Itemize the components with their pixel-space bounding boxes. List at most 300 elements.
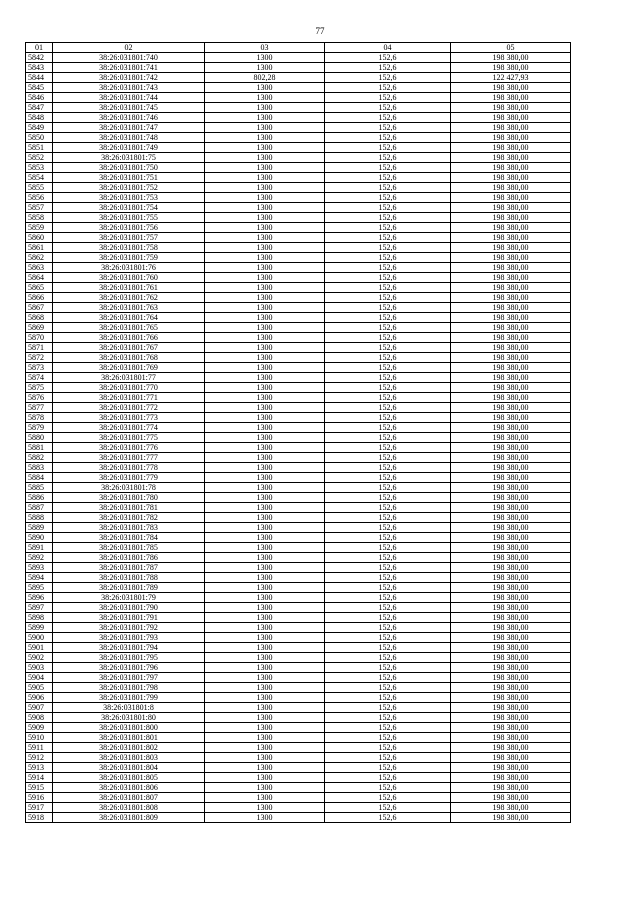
row-number-cell: 5886 <box>26 493 53 503</box>
amount-cell: 198 380,00 <box>451 503 571 513</box>
rate-cell: 152,6 <box>325 733 451 743</box>
area-cell: 1300 <box>205 93 325 103</box>
table-row <box>26 753 571 763</box>
area-cell: 1300 <box>205 333 325 343</box>
cadastral-number-cell: 38:26:031801:783 <box>53 523 205 533</box>
cadastral-number-cell: 38:26:031801:805 <box>53 773 205 783</box>
rate-cell: 152,6 <box>325 313 451 323</box>
rate-cell: 152,6 <box>325 353 451 363</box>
table-row <box>26 153 571 163</box>
area-cell: 1300 <box>205 233 325 243</box>
area-cell: 1300 <box>205 803 325 813</box>
cadastral-number-cell: 38:26:031801:80 <box>53 713 205 723</box>
rate-cell: 152,6 <box>325 683 451 693</box>
rate-cell: 152,6 <box>325 783 451 793</box>
row-number-cell: 5916 <box>26 793 53 803</box>
rate-cell: 152,6 <box>325 253 451 263</box>
amount-cell: 198 380,00 <box>451 653 571 663</box>
amount-cell: 198 380,00 <box>451 513 571 523</box>
rate-cell: 152,6 <box>325 193 451 203</box>
row-number-cell: 5888 <box>26 513 53 523</box>
row-number-cell: 5852 <box>26 153 53 163</box>
row-number-cell: 5892 <box>26 553 53 563</box>
amount-cell: 198 380,00 <box>451 193 571 203</box>
area-cell: 1300 <box>205 383 325 393</box>
rate-cell: 152,6 <box>325 553 451 563</box>
row-number-cell: 5854 <box>26 173 53 183</box>
cadastral-number-cell: 38:26:031801:772 <box>53 403 205 413</box>
area-cell: 1300 <box>205 203 325 213</box>
area-cell: 1300 <box>205 533 325 543</box>
area-cell: 1300 <box>205 323 325 333</box>
cadastral-number-cell: 38:26:031801:782 <box>53 513 205 523</box>
table-row <box>26 533 571 543</box>
table-row <box>26 573 571 583</box>
area-cell: 1300 <box>205 653 325 663</box>
row-number-cell: 5885 <box>26 483 53 493</box>
table-row <box>26 543 571 553</box>
rate-cell: 152,6 <box>325 723 451 733</box>
row-number-cell: 5893 <box>26 563 53 573</box>
column-header-05: 05 <box>451 43 571 53</box>
amount-cell: 198 380,00 <box>451 143 571 153</box>
cadastral-number-cell: 38:26:031801:765 <box>53 323 205 333</box>
row-number-cell: 5872 <box>26 353 53 363</box>
row-number-cell: 5866 <box>26 293 53 303</box>
rate-cell: 152,6 <box>325 163 451 173</box>
rate-cell: 152,6 <box>325 543 451 553</box>
table-row <box>26 113 571 123</box>
cadastral-number-cell: 38:26:031801:799 <box>53 693 205 703</box>
area-cell: 1300 <box>205 443 325 453</box>
area-cell: 1300 <box>205 253 325 263</box>
area-cell: 1300 <box>205 763 325 773</box>
table-row <box>26 523 571 533</box>
rate-cell: 152,6 <box>325 263 451 273</box>
cadastral-number-cell: 38:26:031801:766 <box>53 333 205 343</box>
row-number-cell: 5917 <box>26 803 53 813</box>
row-number-cell: 5853 <box>26 163 53 173</box>
area-cell: 802,28 <box>205 73 325 83</box>
rate-cell: 152,6 <box>325 763 451 773</box>
table-row <box>26 603 571 613</box>
row-number-cell: 5911 <box>26 743 53 753</box>
area-cell: 1300 <box>205 263 325 273</box>
area-cell: 1300 <box>205 243 325 253</box>
rate-cell: 152,6 <box>325 423 451 433</box>
cadastral-number-cell: 38:26:031801:792 <box>53 623 205 633</box>
table-row <box>26 493 571 503</box>
table-row <box>26 463 571 473</box>
area-cell: 1300 <box>205 693 325 703</box>
row-number-cell: 5848 <box>26 113 53 123</box>
rate-cell: 152,6 <box>325 63 451 73</box>
area-cell: 1300 <box>205 433 325 443</box>
page-number: 77 <box>315 26 325 36</box>
area-cell: 1300 <box>205 633 325 643</box>
table-row <box>26 783 571 793</box>
cadastral-number-cell: 38:26:031801:748 <box>53 133 205 143</box>
table-row <box>26 633 571 643</box>
table-row <box>26 143 571 153</box>
area-cell: 1300 <box>205 363 325 373</box>
area-cell: 1300 <box>205 103 325 113</box>
row-number-cell: 5906 <box>26 693 53 703</box>
area-cell: 1300 <box>205 493 325 503</box>
row-number-cell: 5904 <box>26 673 53 683</box>
amount-cell: 198 380,00 <box>451 473 571 483</box>
table-row <box>26 393 571 403</box>
row-number-cell: 5876 <box>26 393 53 403</box>
rate-cell: 152,6 <box>325 333 451 343</box>
rate-cell: 152,6 <box>325 443 451 453</box>
area-cell: 1300 <box>205 673 325 683</box>
area-cell: 1300 <box>205 423 325 433</box>
rate-cell: 152,6 <box>325 73 451 83</box>
table-row <box>26 243 571 253</box>
amount-cell: 198 380,00 <box>451 583 571 593</box>
cadastral-number-cell: 38:26:031801:769 <box>53 363 205 373</box>
row-number-cell: 5899 <box>26 623 53 633</box>
row-number-cell: 5870 <box>26 333 53 343</box>
table-row <box>26 593 571 603</box>
area-cell: 1300 <box>205 643 325 653</box>
cadastral-number-cell: 38:26:031801:804 <box>53 763 205 773</box>
cadastral-number-cell: 38:26:031801:808 <box>53 803 205 813</box>
area-cell: 1300 <box>205 603 325 613</box>
table-row <box>26 83 571 93</box>
data-table <box>25 42 571 823</box>
cadastral-number-cell: 38:26:031801:751 <box>53 173 205 183</box>
row-number-cell: 5894 <box>26 573 53 583</box>
row-number-cell: 5877 <box>26 403 53 413</box>
table-row <box>26 703 571 713</box>
rate-cell: 152,6 <box>325 183 451 193</box>
table-row <box>26 203 571 213</box>
cadastral-number-cell: 38:26:031801:779 <box>53 473 205 483</box>
row-number-cell: 5846 <box>26 93 53 103</box>
table-row <box>26 773 571 783</box>
table-row <box>26 583 571 593</box>
table-row <box>26 133 571 143</box>
cadastral-number-cell: 38:26:031801:753 <box>53 193 205 203</box>
row-number-cell: 5901 <box>26 643 53 653</box>
rate-cell: 152,6 <box>325 273 451 283</box>
area-cell: 1300 <box>205 523 325 533</box>
row-number-cell: 5913 <box>26 763 53 773</box>
row-number-cell: 5856 <box>26 193 53 203</box>
rate-cell: 152,6 <box>325 613 451 623</box>
cadastral-number-cell: 38:26:031801:784 <box>53 533 205 543</box>
area-cell: 1300 <box>205 753 325 763</box>
row-number-cell: 5908 <box>26 713 53 723</box>
cadastral-number-cell: 38:26:031801:806 <box>53 783 205 793</box>
cadastral-number-cell: 38:26:031801:770 <box>53 383 205 393</box>
table-row <box>26 443 571 453</box>
rate-cell: 152,6 <box>325 243 451 253</box>
amount-cell: 198 380,00 <box>451 773 571 783</box>
cadastral-number-cell: 38:26:031801:785 <box>53 543 205 553</box>
cadastral-number-cell: 38:26:031801:761 <box>53 283 205 293</box>
area-cell: 1300 <box>205 133 325 143</box>
area-cell: 1300 <box>205 733 325 743</box>
row-number-cell: 5914 <box>26 773 53 783</box>
cadastral-number-cell: 38:26:031801:790 <box>53 603 205 613</box>
amount-cell: 198 380,00 <box>451 63 571 73</box>
amount-cell: 122 427,93 <box>451 73 571 83</box>
amount-cell: 198 380,00 <box>451 83 571 93</box>
rate-cell: 152,6 <box>325 233 451 243</box>
rate-cell: 152,6 <box>325 463 451 473</box>
amount-cell: 198 380,00 <box>451 283 571 293</box>
table-row <box>26 733 571 743</box>
amount-cell: 198 380,00 <box>451 433 571 443</box>
area-cell: 1300 <box>205 683 325 693</box>
area-cell: 1300 <box>205 353 325 363</box>
table-row <box>26 303 571 313</box>
amount-cell: 198 380,00 <box>451 213 571 223</box>
amount-cell: 198 380,00 <box>451 543 571 553</box>
table-row <box>26 403 571 413</box>
row-number-cell: 5859 <box>26 223 53 233</box>
area-cell: 1300 <box>205 283 325 293</box>
area-cell: 1300 <box>205 123 325 133</box>
amount-cell: 198 380,00 <box>451 293 571 303</box>
amount-cell: 198 380,00 <box>451 463 571 473</box>
row-number-cell: 5855 <box>26 183 53 193</box>
rate-cell: 152,6 <box>325 643 451 653</box>
table-row <box>26 373 571 383</box>
area-cell: 1300 <box>205 513 325 523</box>
cadastral-number-cell: 38:26:031801:807 <box>53 793 205 803</box>
amount-cell: 198 380,00 <box>451 443 571 453</box>
table-row <box>26 363 571 373</box>
cadastral-number-cell: 38:26:031801:794 <box>53 643 205 653</box>
area-cell: 1300 <box>205 193 325 203</box>
area-cell: 1300 <box>205 463 325 473</box>
cadastral-number-cell: 38:26:031801:775 <box>53 433 205 443</box>
amount-cell: 198 380,00 <box>451 603 571 613</box>
rate-cell: 152,6 <box>325 753 451 763</box>
rate-cell: 152,6 <box>325 673 451 683</box>
cadastral-number-cell: 38:26:031801:796 <box>53 663 205 673</box>
column-header-02: 02 <box>53 43 205 53</box>
table-row <box>26 213 571 223</box>
amount-cell: 198 380,00 <box>451 403 571 413</box>
amount-cell: 198 380,00 <box>451 793 571 803</box>
amount-cell: 198 380,00 <box>451 53 571 63</box>
row-number-cell: 5847 <box>26 103 53 113</box>
rate-cell: 152,6 <box>325 93 451 103</box>
amount-cell: 198 380,00 <box>451 273 571 283</box>
table-row <box>26 643 571 653</box>
rate-cell: 152,6 <box>325 103 451 113</box>
row-number-cell: 5857 <box>26 203 53 213</box>
rate-cell: 152,6 <box>325 153 451 163</box>
table-row <box>26 763 571 773</box>
table-row <box>26 803 571 813</box>
area-cell: 1300 <box>205 453 325 463</box>
area-cell: 1300 <box>205 473 325 483</box>
area-cell: 1300 <box>205 63 325 73</box>
area-cell: 1300 <box>205 483 325 493</box>
cadastral-number-cell: 38:26:031801:809 <box>53 813 205 823</box>
rate-cell: 152,6 <box>325 123 451 133</box>
table-row <box>26 793 571 803</box>
row-number-cell: 5873 <box>26 363 53 373</box>
area-cell: 1300 <box>205 313 325 323</box>
row-number-cell: 5851 <box>26 143 53 153</box>
cadastral-number-cell: 38:26:031801:780 <box>53 493 205 503</box>
rate-cell: 152,6 <box>325 303 451 313</box>
rate-cell: 152,6 <box>325 203 451 213</box>
header-row <box>26 43 571 53</box>
amount-cell: 198 380,00 <box>451 423 571 433</box>
amount-cell: 198 380,00 <box>451 103 571 113</box>
table-row <box>26 433 571 443</box>
row-number-cell: 5869 <box>26 323 53 333</box>
cadastral-number-cell: 38:26:031801:75 <box>53 153 205 163</box>
rate-cell: 152,6 <box>325 483 451 493</box>
table-row <box>26 223 571 233</box>
rate-cell: 152,6 <box>325 663 451 673</box>
row-number-cell: 5860 <box>26 233 53 243</box>
rate-cell: 152,6 <box>325 573 451 583</box>
rate-cell: 152,6 <box>325 593 451 603</box>
area-cell: 1300 <box>205 293 325 303</box>
amount-cell: 198 380,00 <box>451 263 571 273</box>
rate-cell: 152,6 <box>325 583 451 593</box>
rate-cell: 152,6 <box>325 533 451 543</box>
table-row <box>26 93 571 103</box>
table-row <box>26 693 571 703</box>
rate-cell: 152,6 <box>325 633 451 643</box>
amount-cell: 198 380,00 <box>451 203 571 213</box>
cadastral-number-cell: 38:26:031801:750 <box>53 163 205 173</box>
cadastral-number-cell: 38:26:031801:76 <box>53 263 205 273</box>
amount-cell: 198 380,00 <box>451 133 571 143</box>
cadastral-number-cell: 38:26:031801:764 <box>53 313 205 323</box>
row-number-cell: 5907 <box>26 703 53 713</box>
table-row <box>26 73 571 83</box>
row-number-cell: 5900 <box>26 633 53 643</box>
table-row <box>26 553 571 563</box>
rate-cell: 152,6 <box>325 53 451 63</box>
amount-cell: 198 380,00 <box>451 333 571 343</box>
table-row <box>26 513 571 523</box>
table-row <box>26 163 571 173</box>
rate-cell: 152,6 <box>325 363 451 373</box>
rate-cell: 152,6 <box>325 143 451 153</box>
rate-cell: 152,6 <box>325 473 451 483</box>
cadastral-number-cell: 38:26:031801:742 <box>53 73 205 83</box>
cadastral-number-cell: 38:26:031801:757 <box>53 233 205 243</box>
cadastral-number-cell: 38:26:031801:755 <box>53 213 205 223</box>
cadastral-number-cell: 38:26:031801:803 <box>53 753 205 763</box>
rate-cell: 152,6 <box>325 373 451 383</box>
area-cell: 1300 <box>205 593 325 603</box>
amount-cell: 198 380,00 <box>451 413 571 423</box>
amount-cell: 198 380,00 <box>451 393 571 403</box>
amount-cell: 198 380,00 <box>451 383 571 393</box>
cadastral-number-cell: 38:26:031801:787 <box>53 563 205 573</box>
rate-cell: 152,6 <box>325 793 451 803</box>
rate-cell: 152,6 <box>325 83 451 93</box>
rate-cell: 152,6 <box>325 383 451 393</box>
rate-cell: 152,6 <box>325 803 451 813</box>
area-cell: 1300 <box>205 723 325 733</box>
table-row <box>26 423 571 433</box>
row-number-cell: 5884 <box>26 473 53 483</box>
area-cell: 1300 <box>205 553 325 563</box>
amount-cell: 198 380,00 <box>451 533 571 543</box>
cadastral-number-cell: 38:26:031801:759 <box>53 253 205 263</box>
row-number-cell: 5868 <box>26 313 53 323</box>
amount-cell: 198 380,00 <box>451 733 571 743</box>
cadastral-number-cell: 38:26:031801:802 <box>53 743 205 753</box>
rate-cell: 152,6 <box>325 563 451 573</box>
row-number-cell: 5912 <box>26 753 53 763</box>
row-number-cell: 5880 <box>26 433 53 443</box>
cadastral-number-cell: 38:26:031801:754 <box>53 203 205 213</box>
amount-cell: 198 380,00 <box>451 553 571 563</box>
table-row <box>26 613 571 623</box>
cadastral-number-cell: 38:26:031801:745 <box>53 103 205 113</box>
rate-cell: 152,6 <box>325 813 451 823</box>
rate-cell: 152,6 <box>325 133 451 143</box>
amount-cell: 198 380,00 <box>451 123 571 133</box>
amount-cell: 198 380,00 <box>451 373 571 383</box>
column-header-03: 03 <box>205 43 325 53</box>
table-row <box>26 283 571 293</box>
amount-cell: 198 380,00 <box>451 323 571 333</box>
row-number-cell: 5898 <box>26 613 53 623</box>
area-cell: 1300 <box>205 563 325 573</box>
row-number-cell: 5850 <box>26 133 53 143</box>
table-row <box>26 123 571 133</box>
area-cell: 1300 <box>205 53 325 63</box>
rate-cell: 152,6 <box>325 693 451 703</box>
row-number-cell: 5902 <box>26 653 53 663</box>
cadastral-number-cell: 38:26:031801:749 <box>53 143 205 153</box>
column-header-04: 04 <box>325 43 451 53</box>
amount-cell: 198 380,00 <box>451 633 571 643</box>
row-number-cell: 5896 <box>26 593 53 603</box>
amount-cell: 198 380,00 <box>451 163 571 173</box>
row-number-cell: 5867 <box>26 303 53 313</box>
row-number-cell: 5905 <box>26 683 53 693</box>
cadastral-number-cell: 38:26:031801:789 <box>53 583 205 593</box>
amount-cell: 198 380,00 <box>451 93 571 103</box>
cadastral-number-cell: 38:26:031801:747 <box>53 123 205 133</box>
area-cell: 1300 <box>205 163 325 173</box>
cadastral-number-cell: 38:26:031801:800 <box>53 723 205 733</box>
row-number-cell: 5879 <box>26 423 53 433</box>
table-row <box>26 333 571 343</box>
area-cell: 1300 <box>205 343 325 353</box>
table-row <box>26 663 571 673</box>
area-cell: 1300 <box>205 663 325 673</box>
cadastral-number-cell: 38:26:031801:777 <box>53 453 205 463</box>
row-number-cell: 5863 <box>26 263 53 273</box>
row-number-cell: 5871 <box>26 343 53 353</box>
table-row <box>26 323 571 333</box>
row-number-cell: 5903 <box>26 663 53 673</box>
row-number-cell: 5865 <box>26 283 53 293</box>
area-cell: 1300 <box>205 793 325 803</box>
area-cell: 1300 <box>205 743 325 753</box>
table-row <box>26 473 571 483</box>
